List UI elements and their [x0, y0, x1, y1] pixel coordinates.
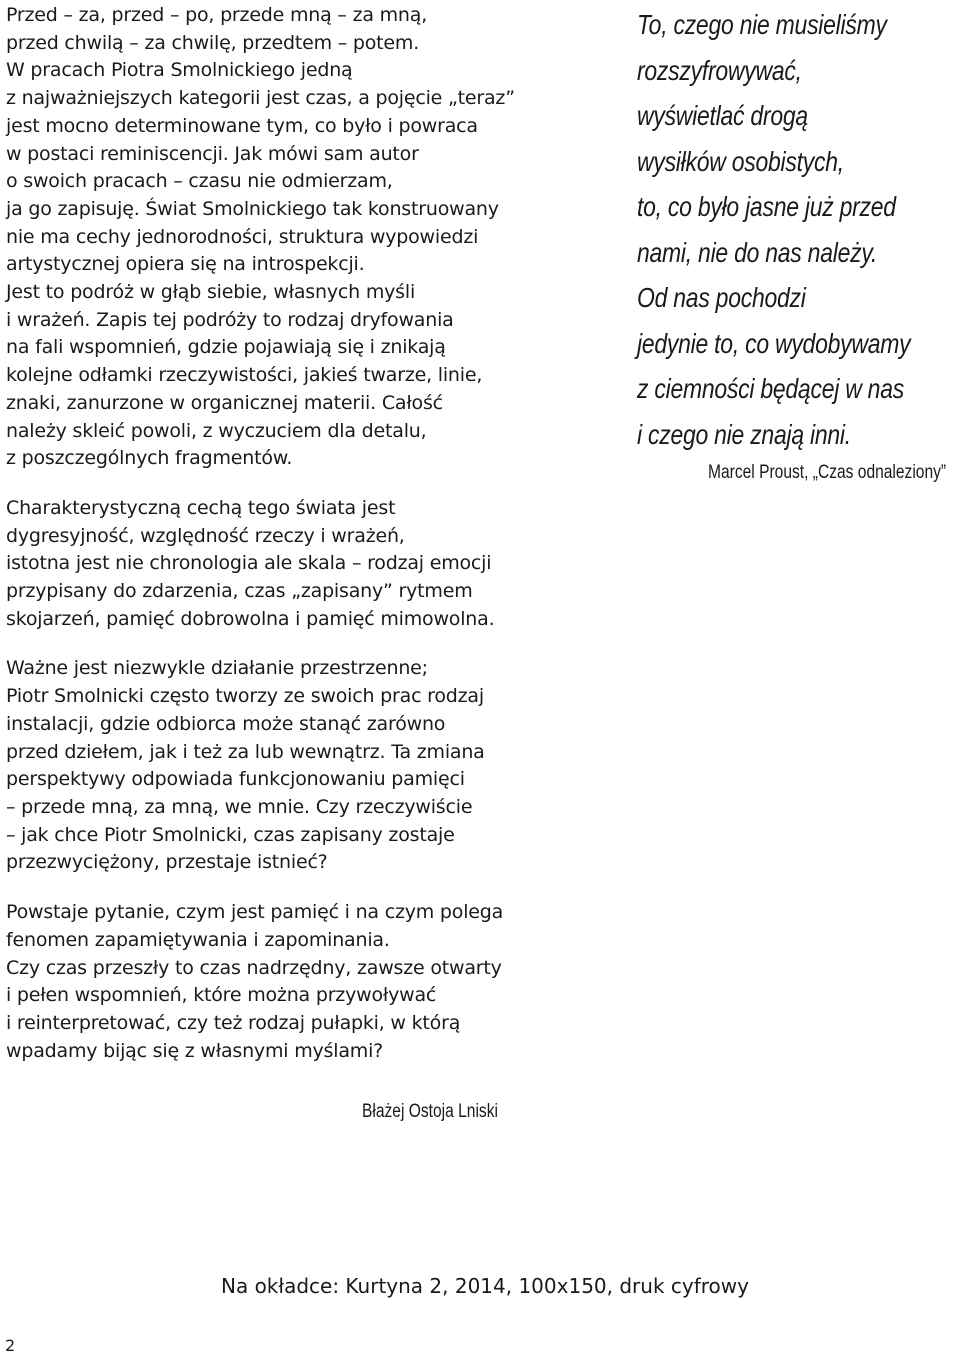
- quote-line: wysiłków osobistych,: [637, 145, 844, 177]
- quote-line: i czego nie znają inni.: [637, 418, 851, 450]
- quote-line: z ciemności będącej w nas: [637, 373, 904, 404]
- text-line: wpadamy bijąc się z własnymi myślami?: [6, 1039, 384, 1062]
- text-line: skojarzeń, pamięć dobrowolna i pamięć mimowolna.: [6, 607, 495, 630]
- text-line: ja go zapisuję. Świat Smolnickiego tak konstruowany: [6, 197, 499, 220]
- text-line: na fali wspomnień, gdzie pojawiają się i znikają: [6, 336, 446, 359]
- text-line: i pełen wspomnień, które można przywoływać: [6, 984, 437, 1007]
- text-line: jest mocno determinowane tym, co było i powraca: [6, 114, 478, 137]
- text-line: Piotr Smolnicki często tworzy ze swoich prac rodzaj: [6, 685, 484, 708]
- text-line: kolejne odłamki rzeczywistości, jakieś twarze, linie,: [6, 364, 483, 387]
- quote-line: wyświetlać drogą: [637, 100, 808, 131]
- quote-line: To, czego nie musieliśmy: [637, 9, 887, 40]
- text-line: znaki, zanurzone w organicznej materii. Całość: [6, 391, 443, 414]
- paragraph-3: [6, 655, 526, 877]
- paragraph-4: [6, 899, 526, 1065]
- text-line: fenomen zapamiętywania i zapominania.: [6, 928, 390, 951]
- quote-line: Od nas pochodzi: [637, 282, 806, 313]
- text-line: perspektywy odpowiada funkcjonowaniu pamięci: [6, 768, 465, 791]
- text-line: – jak chce Piotr Smolnicki, czas zapisany zostaje: [6, 823, 455, 846]
- main-text-column: [6, 2, 526, 1065]
- text-line: i wrażeń. Zapis tej podróży to rodzaj dryfowania: [6, 308, 454, 331]
- text-line: W pracach Piotra Smolnickiego jedną: [6, 59, 353, 82]
- text-line: nie ma cechy jednorodności, struktura wypowiedzi: [6, 225, 479, 248]
- quote-attribution: Marcel Proust, „Czas odnaleziony”: [708, 462, 947, 483]
- page-number: 2: [5, 1336, 16, 1355]
- text-line: z poszczególnych fragmentów.: [6, 447, 293, 470]
- text-line: przezwyciężony, przestaje istnieć?: [6, 851, 328, 874]
- quote-line: nami, nie do nas należy.: [637, 236, 878, 268]
- text-line: w postaci reminiscencji. Jak mówi sam autor: [6, 142, 419, 165]
- text-line: Powstaje pytanie, czym jest pamięć i na czym polega: [6, 901, 504, 924]
- text-line: instalacji, gdzie odbiorca może stanąć zarówno: [6, 712, 446, 735]
- text-line: dygresyjność, względność rzeczy i wrażeń,: [6, 524, 405, 547]
- quote-column: [637, 2, 957, 457]
- text-line: Ważne jest niezwykle działanie przestrzenne;: [6, 657, 428, 680]
- text-line: Jest to podróż w głąb siebie, własnych myśli: [6, 281, 416, 304]
- paragraph-1: [6, 2, 526, 473]
- paragraph-2: [6, 495, 526, 634]
- text-line: artystycznej opiera się na introspekcji.: [6, 253, 365, 276]
- author-signature: Błażej Ostoja Lniski: [362, 1101, 498, 1122]
- text-line: należy skleić powoli, z wyczuciem dla detalu,: [6, 419, 427, 442]
- text-line: istotna jest nie chronologia ale skala – rodzaj emocji: [6, 552, 492, 575]
- text-line: i reinterpretować, czy też rodzaj pułapki, w którą: [6, 1011, 461, 1034]
- text-line: o swoich pracach – czasu nie odmierzam,: [6, 170, 393, 193]
- text-line: Przed – za, przed – po, przede mną – za mną,: [6, 4, 428, 26]
- text-line: przypisany do zdarzenia, czas „zapisany” rytmem: [6, 580, 473, 603]
- epigraph-quote: [637, 2, 911, 457]
- text-line: Czy czas przeszły to czas nadrzędny, zawsze otwarty: [6, 956, 502, 979]
- quote-line: jedynie to, co wydobywamy: [637, 327, 911, 359]
- text-line: przed dziełem, jak i też za lub wewnątrz. Ta zmiana: [6, 740, 485, 763]
- cover-caption: Na okładce: Kurtyna 2, 2014, 100x150, druk cyfrowy: [221, 1274, 749, 1298]
- text-line: z najważniejszych kategorii jest czas, a pojęcie „teraz”: [6, 87, 515, 110]
- text-line: przed chwilą – za chwilę, przedtem – potem.: [6, 31, 420, 54]
- text-line: Charakterystyczną cechą tego świata jest: [6, 496, 396, 519]
- text-line: – przede mną, za mną, we mnie. Czy rzeczywiście: [6, 795, 473, 818]
- quote-line: rozszyfrowywać,: [637, 54, 802, 86]
- quote-line: to, co było jasne już przed: [637, 191, 896, 222]
